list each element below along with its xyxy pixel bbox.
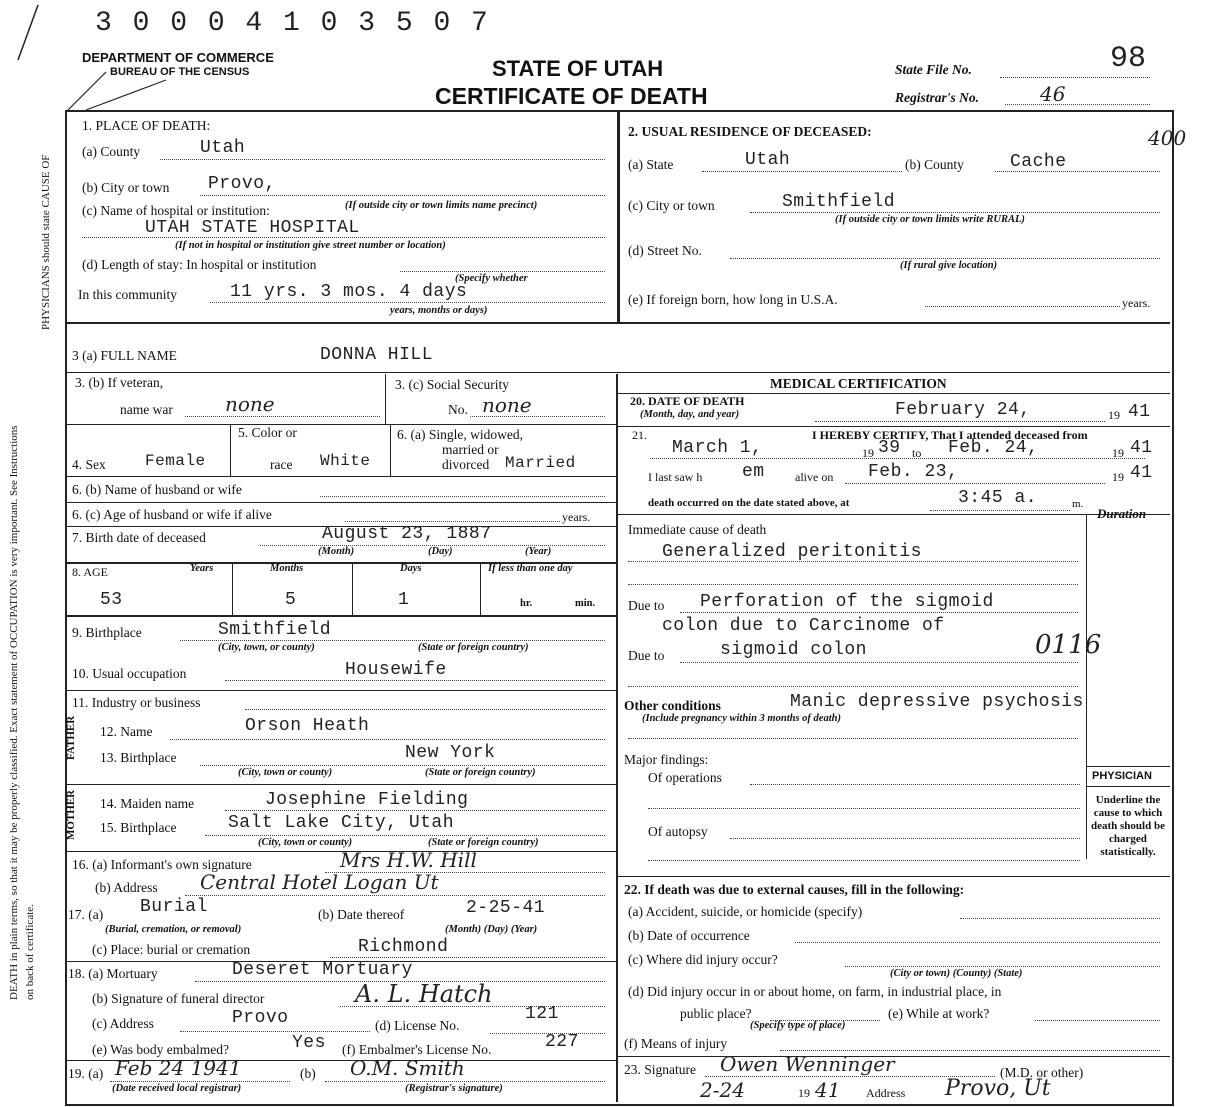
specify-whether: (Specify whether <box>455 273 528 284</box>
other-value: Manic depressive psychosis <box>790 692 1084 712</box>
age-hr: hr. <box>520 598 533 609</box>
age-min: min. <box>575 598 596 609</box>
external-e: (e) While at work? <box>888 1006 990 1021</box>
received-date: Feb 24 1941 <box>115 1056 242 1080</box>
external-a: (a) Accident, suicide, or homicide (specify) <box>628 904 863 919</box>
registrar-sig-label: (b) <box>300 1066 316 1081</box>
medical-heading: MEDICAL CERTIFICATION <box>770 376 947 391</box>
external-b: (b) Date of occurrence <box>628 928 750 943</box>
external-c-sub: (City or town) (County) (State) <box>890 968 1023 979</box>
external-c: (c) Where did injury occur? <box>628 952 778 967</box>
received-label: 19. (a) <box>68 1066 104 1081</box>
to-label: to <box>912 446 922 460</box>
attended-from-year: 39 <box>878 438 901 458</box>
sex-label: 4. Sex <box>72 457 106 472</box>
bureau-label: BUREAU OF THE CENSUS <box>110 66 250 78</box>
mother-birth-value: Salt Lake City, Utah <box>228 813 455 833</box>
corner-scribble <box>8 0 68 70</box>
margin-instructions-2: on back of certificate. <box>24 904 36 1000</box>
father-city-sub: (City, town or county) <box>238 767 333 778</box>
underline-note: Underline the cause to which death should be charged statistically. <box>1091 794 1165 858</box>
age-years-value: 53 <box>100 590 123 610</box>
res-street-sub: (If rural give location) <box>900 260 998 271</box>
dod-value: February 24, <box>895 400 1031 420</box>
dod-year-prefix: 19 <box>1108 408 1120 422</box>
sig-address-label: Address <box>866 1086 906 1100</box>
industry-label: 11. Industry or business <box>72 695 201 710</box>
sig-address: Provo, Ut <box>945 1076 1051 1101</box>
veteran-label: 3. (b) If veteran, <box>75 375 164 390</box>
physician-signature: Owen Wenninger <box>720 1052 895 1076</box>
other-sub: (Include pregnancy within 3 months of death) <box>642 713 841 724</box>
dod-sub: (Month, day, and year) <box>640 409 740 420</box>
due-to-label-1: Due to <box>628 598 665 613</box>
city-label: (b) City or town <box>82 180 170 195</box>
signature-year: 41 <box>815 1078 841 1102</box>
certificate-number: 3 0 0 0 4 1 0 3 5 0 7 <box>95 8 490 39</box>
birth-value: August 23, 1887 <box>322 524 492 544</box>
foreign-years: years. <box>1122 296 1151 310</box>
age-months-value: 5 <box>285 590 297 610</box>
immediate-value: Generalized peritonitis <box>662 542 922 562</box>
burial-place-label: (c) Place: burial or cremation <box>92 942 251 957</box>
disp-date-label: (b) Date thereof <box>318 907 405 922</box>
public-place-sub: (Specify type of place) <box>750 1020 846 1031</box>
hospital-sub: (If not in hospital or institution give street number or location) <box>175 240 446 251</box>
age-days-h: Days <box>400 563 422 574</box>
cause-code: 0116 <box>1035 630 1102 660</box>
registrar-signature: O.M. Smith <box>350 1056 465 1080</box>
birth-day: (Day) <box>428 546 453 557</box>
community-sub: years, months or days) <box>390 305 488 316</box>
informant-addr-label: (b) Address <box>95 880 158 895</box>
age-spouse-label: 6. (c) Age of husband or wife if alive <box>72 507 272 522</box>
age-less-h: If less than one day <box>488 563 573 574</box>
alive-year: 41 <box>1130 463 1153 483</box>
marital-label-1: 6. (a) Single, widowed, <box>397 427 523 442</box>
registrar-sig-sub: (Registrar's signature) <box>405 1083 503 1094</box>
sig-year-prefix: 19 <box>798 1086 810 1100</box>
sex-value: Female <box>145 452 206 470</box>
place-of-death-heading: 1. PLACE OF DEATH: <box>82 118 211 133</box>
attended-to-year: 41 <box>1130 438 1153 458</box>
community-value: 11 yrs. 3 mos. 4 days <box>230 282 468 302</box>
birthplace-value: Smithfield <box>218 620 332 640</box>
war-value: none <box>225 392 275 416</box>
mother-city-sub: (City, town or county) <box>258 837 353 848</box>
father-birth-label: 13. Birthplace <box>100 750 177 765</box>
age-months-h: Months <box>270 563 304 574</box>
from-year-prefix: 19 <box>862 446 874 460</box>
race-value: White <box>320 452 371 470</box>
section-divider-2 <box>66 372 1170 373</box>
county-label: (a) County <box>82 144 141 159</box>
death-time-m: m. <box>1072 498 1084 510</box>
war-label: name war <box>120 402 173 417</box>
mother-name-value: Josephine Fielding <box>265 790 469 810</box>
license-label: (d) License No. <box>375 1018 460 1033</box>
mother-name-label: 14. Maiden name <box>100 796 195 811</box>
attended-from: March 1, <box>672 438 763 458</box>
ss-no-value: none <box>482 393 532 417</box>
registrar-label: Registrar's No. <box>895 90 980 105</box>
age-label: 8. AGE <box>72 565 108 579</box>
margin-instructions: DEATH in plain terms, so that it may be properly classified. Exact statement of OCCUPATION is very important. See Instructions <box>8 425 20 1000</box>
mother-side-label: MOTHER <box>65 789 77 840</box>
county-value: Utah <box>200 138 246 158</box>
father-birth-value: New York <box>405 743 496 763</box>
birthplace-state-sub: (State or foreign country) <box>418 642 529 653</box>
birthplace-label: 9. Birthplace <box>72 625 142 640</box>
received-sub: (Date received local registrar) <box>112 1083 242 1094</box>
due-to-label-2: Due to <box>628 648 665 663</box>
alive-on-date: Feb. 23, <box>868 462 959 482</box>
residence-heading: 2. USUAL RESIDENCE OF DECEASED: <box>628 124 872 139</box>
res-state-label: (a) State <box>628 157 674 172</box>
ss-no-label: No. <box>448 402 468 417</box>
occupation-label: 10. Usual occupation <box>72 666 187 681</box>
to-year-prefix: 19 <box>1112 446 1124 460</box>
dod-year: 41 <box>1128 402 1151 422</box>
age-days-value: 1 <box>398 590 410 610</box>
res-city-sub: (If outside city or town limits write RURAL) <box>835 214 1025 225</box>
external-d: (d) Did injury occur in or about home, on farm, in industrial place, in <box>628 984 1002 999</box>
city-value: Provo, <box>208 174 276 194</box>
birth-label: 7. Birth date of deceased <box>72 530 206 545</box>
due-to-2: sigmoid colon <box>720 640 867 660</box>
department-label: DEPARTMENT OF COMMERCE <box>82 50 274 65</box>
race-label: race <box>270 457 293 472</box>
major-findings-label: Major findings: <box>624 752 709 767</box>
full-name-value: DONNA HILL <box>320 345 434 365</box>
birth-year: (Year) <box>525 546 552 557</box>
marital-label-3: divorced <box>442 457 490 472</box>
father-name-value: Orson Heath <box>245 716 370 736</box>
res-city-value: Smithfield <box>782 192 896 212</box>
operations-label: Of operations <box>648 770 722 785</box>
external-label: 22. If death was due to external causes, fill in the following: <box>624 882 965 897</box>
last-saw-her: em <box>742 462 765 482</box>
center-divider-lower <box>616 374 618 1102</box>
disp-date-sub: (Month) (Day) (Year) <box>445 924 538 935</box>
alive-year-prefix: 19 <box>1112 470 1124 484</box>
physician-label: PHYSICIAN <box>1092 770 1152 782</box>
res-state-value: Utah <box>745 150 791 170</box>
residence-corner-number: 400 <box>1148 126 1187 150</box>
other-label: Other conditions <box>624 698 721 713</box>
alive-on-label: alive on <box>795 470 834 484</box>
birthplace-city-sub: (City, town, or county) <box>218 642 315 653</box>
registrar-number: 46 <box>1040 82 1066 106</box>
state-file-number: 98 <box>1110 42 1147 76</box>
hospital-value: UTAH STATE HOSPITAL <box>145 218 360 238</box>
mother-state-sub: (State or foreign country) <box>428 837 539 848</box>
father-name-label: 12. Name <box>100 724 153 739</box>
embalmer-label: (f) Embalmer's License No. <box>342 1042 492 1057</box>
signature-date: 2-24 <box>700 1078 745 1102</box>
due-to-1b: colon due to Carcinome of <box>662 616 945 636</box>
informant-address: Central Hotel Logan Ut <box>200 870 439 894</box>
marital-value: Married <box>505 454 576 472</box>
full-name-label: 3 (a) FULL NAME <box>72 348 177 363</box>
director-label: (b) Signature of funeral director <box>92 991 265 1006</box>
mortuary-address-label: (c) Address <box>92 1016 154 1031</box>
foreign-label: (e) If foreign born, how long in U.S.A. <box>628 292 838 307</box>
informant-signature: Mrs H.W. Hill <box>340 848 477 872</box>
color-label: 5. Color or <box>238 425 297 440</box>
stay-label: (d) Length of stay: In hospital or institution <box>82 257 317 272</box>
mortuary-address-value: Provo <box>232 1008 289 1028</box>
due-to-1: Perforation of the sigmoid <box>700 592 994 612</box>
external-f: (f) Means of injury <box>624 1036 728 1051</box>
occupation-value: Housewife <box>345 660 447 680</box>
margin-physicians: PHYSICIANS should state CAUSE OF <box>40 154 52 330</box>
res-county-value: Cache <box>1010 152 1067 172</box>
birth-month: (Month) <box>318 546 355 557</box>
death-time: 3:45 a. <box>958 488 1038 508</box>
disposition-sub: (Burial, cremation, or removal) <box>105 924 242 935</box>
mother-birth-label: 15. Birthplace <box>100 820 177 835</box>
section-divider-1 <box>66 322 1170 324</box>
community-label: In this community <box>78 287 177 302</box>
last-saw-label: I last saw h <box>648 470 703 484</box>
director-signature: A. L. Hatch <box>355 980 493 1008</box>
public-place-label: public place? <box>680 1006 752 1021</box>
attended-to: Feb. 24, <box>948 438 1039 458</box>
informant-sig-label: 16. (a) Informant's own signature <box>72 857 252 872</box>
immediate-label: Immediate cause of death <box>628 522 767 537</box>
center-divider <box>617 112 620 322</box>
husband-label: 6. (b) Name of husband or wife <box>72 482 242 497</box>
disposition-value: Burial <box>140 897 208 917</box>
mortuary-label: 18. (a) Mortuary <box>68 966 158 981</box>
certify-text: I HEREBY CERTIFY, That I attended deceased from <box>812 428 1088 442</box>
age-spouse-years: years. <box>562 510 591 524</box>
age-years-h: Years <box>190 563 214 574</box>
father-state-sub: (State or foreign country) <box>425 767 536 778</box>
certificate-title: CERTIFICATE OF DEATH <box>435 83 708 109</box>
marital-label-2: married or <box>442 442 499 457</box>
res-county-label: (b) County <box>905 157 964 172</box>
ss-label: 3. (c) Social Security <box>395 377 509 392</box>
disposition-label: 17. (a) <box>68 907 104 922</box>
occurred-label: death occurred on the date stated above, at <box>648 497 850 509</box>
embalmed-value: Yes <box>292 1033 326 1053</box>
certify-number: 21. <box>632 428 647 442</box>
license-value: 121 <box>525 1004 559 1024</box>
embalmed-label: (e) Was body embalmed? <box>92 1042 229 1057</box>
res-street-label: (d) Street No. <box>628 243 702 258</box>
autopsy-label: Of autopsy <box>648 824 708 839</box>
state-title: STATE OF UTAH <box>492 56 664 81</box>
mortuary-value: Deseret Mortuary <box>232 960 413 980</box>
duration-label: Duration <box>1097 506 1147 521</box>
burial-place-value: Richmond <box>358 937 449 957</box>
header-bracket <box>66 70 206 120</box>
state-file-label: State File No. <box>895 62 972 77</box>
hospital-note: (If outside city or town limits name precinct) <box>345 200 538 211</box>
res-city-label: (c) City or town <box>628 198 715 213</box>
father-side-label: FATHER <box>65 715 77 760</box>
embalmer-value: 227 <box>545 1032 579 1052</box>
disp-date-value: 2-25-41 <box>466 898 546 918</box>
dod-label: 20. DATE OF DEATH <box>630 394 745 408</box>
hospital-label: (c) Name of hospital or institution: <box>82 203 270 218</box>
signature-label: 23. Signature <box>624 1062 696 1077</box>
md-label: (M.D. or other) <box>1000 1065 1084 1080</box>
